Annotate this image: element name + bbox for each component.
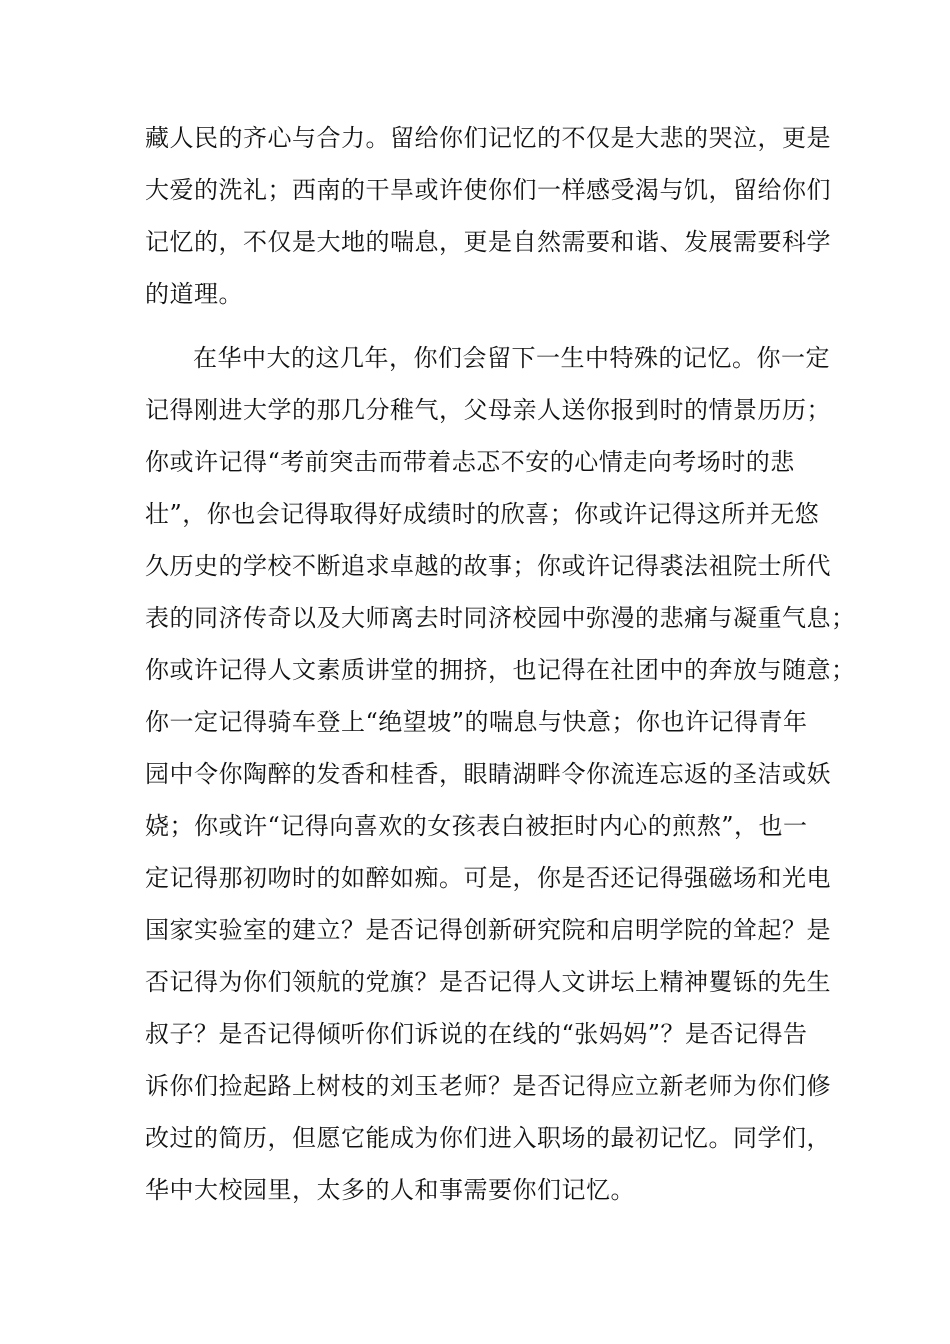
text-line: 的道理。 — [145, 280, 243, 308]
text-line: 在华中大的这几年，你们会留下一生中特殊的记忆。你一定 — [193, 344, 830, 372]
text-line: 壮”，你也会记得取得好成绩时的欣喜；你或许记得这所并无悠 — [145, 500, 820, 528]
text-line: 华中大校园里，太多的人和事需要你们记忆。 — [145, 1176, 635, 1204]
text-line: 诉你们捡起路上树枝的刘玉老师？是否记得应立新老师为你们修 — [145, 1072, 831, 1100]
text-line: 国家实验室的建立？是否记得创新研究院和启明学院的耸起？是 — [145, 916, 831, 944]
text-line: 园中令你陶醉的发香和桂香，眼睛湖畔令你流连忘返的圣洁或妖 — [145, 760, 831, 788]
text-line: 你或许记得人文素质讲堂的拥挤，也记得在社团中的奔放与随意； — [145, 656, 856, 684]
text-line: 记忆的，不仅是大地的喘息，更是自然需要和谐、发展需要科学 — [145, 228, 831, 256]
text-line: 改过的简历，但愿它能成为你们进入职场的最初记忆。同学们， — [145, 1124, 831, 1152]
text-line: 藏人民的齐心与合力。留给你们记忆的不仅是大悲的哭泣，更是 — [145, 124, 831, 152]
text-line: 你或许记得“考前突击而带着忐忑不安的心情走向考场时的悲 — [145, 448, 795, 476]
text-line: 大爱的洗礼；西南的干旱或许使你们一样感受渴与饥，留给你们 — [145, 176, 831, 204]
paragraph-1 — [145, 112, 831, 320]
text-line: 否记得为你们领航的党旗？是否记得人文讲坛上精神矍铄的先生 — [145, 968, 831, 996]
text-line: 定记得那初吻时的如醉如痴。可是，你是否还记得强磁场和光电 — [145, 864, 831, 892]
text-line: 娆；你或许“记得向喜欢的女孩表白被拒时内心的煎熬”，也一 — [145, 812, 808, 840]
text-line: 记得刚进大学的那几分稚气，父母亲人送你报到时的情景历历； — [145, 396, 831, 424]
paragraph-2 — [145, 332, 856, 1216]
text-line: 叔子？是否记得倾听你们诉说的在线的“张妈妈”？是否记得告 — [145, 1020, 808, 1048]
text-line: 久历史的学校不断追求卓越的故事；你或许记得裘法祖院士所代 — [145, 552, 831, 580]
text-line: 表的同济传奇以及大师离去时同济校园中弥漫的悲痛与凝重气息； — [145, 604, 856, 632]
text-line: 你一定记得骑车登上“绝望坡”的喘息与快意；你也许记得青年 — [145, 708, 808, 736]
